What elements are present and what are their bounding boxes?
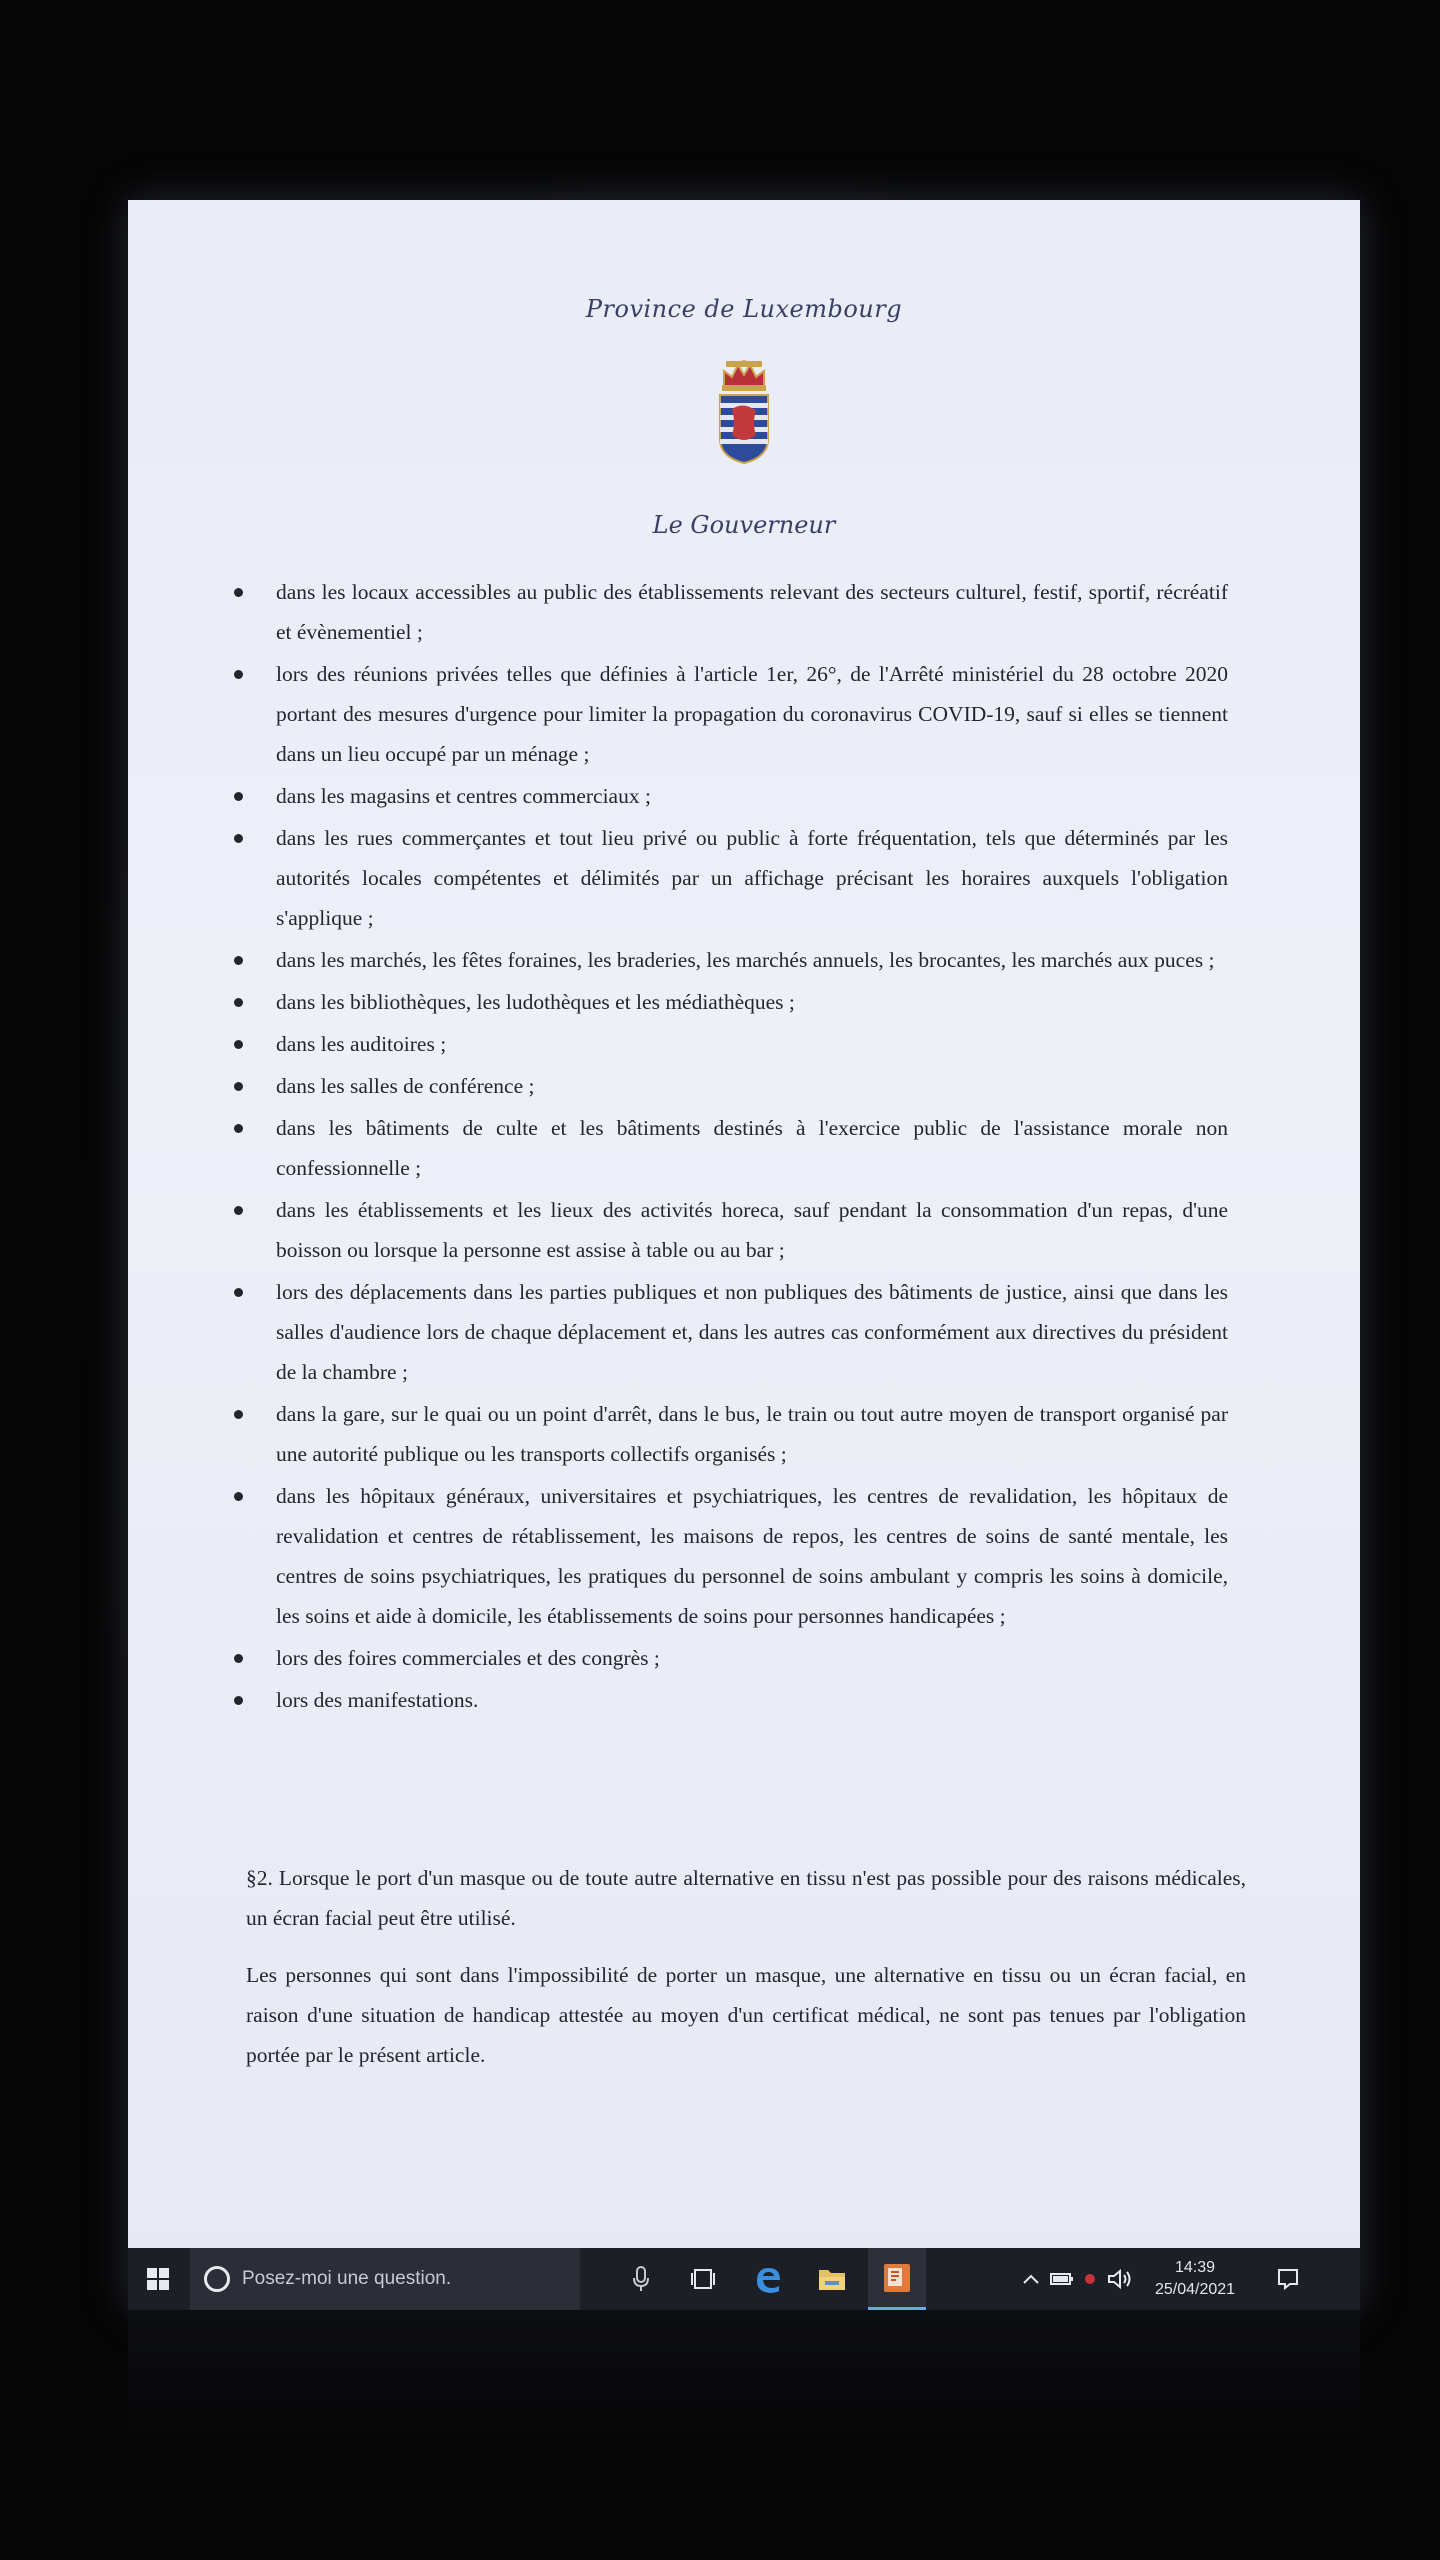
paragraph-face-shield: §2. Lorsque le port d'un masque ou de toute autre alternative en tissu n'est pas possible pour des raisons médicales, un écran facial peut être utilisé. — [246, 1866, 1246, 1930]
document-viewer[interactable] — [128, 200, 1360, 2248]
obligation-list — [228, 572, 1228, 1722]
show-hidden-icons-button[interactable] — [1016, 2248, 1046, 2310]
letterhead — [128, 295, 1360, 539]
pdf-app-icon — [882, 2262, 912, 2294]
bullet-icon — [234, 1206, 243, 1215]
volume-icon — [1107, 2268, 1133, 2290]
cortana-search-box[interactable] — [190, 2248, 580, 2310]
clock-date: 25/04/2021 — [1154, 2281, 1236, 2298]
list-item: dans la gare, sur le quai ou un point d'arrêt, dans le bus, le train ou tout autre moyen de transport organisé par une autorité publique ou les transports collectifs organisés ; — [228, 1394, 1228, 1474]
pdf-app-button[interactable] — [868, 2248, 926, 2310]
clock-time: 14:39 — [1174, 2259, 1216, 2276]
bullet-icon — [234, 588, 243, 597]
file-explorer-icon — [817, 2266, 847, 2292]
bullet-icon — [234, 834, 243, 843]
network-alert-button[interactable] — [1078, 2248, 1102, 2310]
bullet-icon — [234, 1492, 243, 1501]
list-item: dans les auditoires ; — [228, 1024, 1228, 1064]
list-item: lors des foires commerciales et des congrès ; — [228, 1638, 1228, 1678]
action-center-button[interactable] — [1258, 2248, 1318, 2310]
network-alert-icon — [1084, 2273, 1096, 2285]
microphone-button[interactable] — [618, 2248, 664, 2310]
bullet-icon — [234, 1410, 243, 1419]
windows-taskbar — [128, 2248, 1360, 2310]
letterhead-province: Province de Luxembourg — [585, 295, 903, 323]
list-item: lors des manifestations. — [228, 1680, 1228, 1720]
bullet-icon — [234, 1654, 243, 1663]
paragraph-handicap-exemption: Les personnes qui sont dans l'impossibilité de porter un masque, une alternative en tissu ou un écran facial, en raison d'une situation de handicap attestée au moyen d'un certificat médical, ne sont pas tenues par l'obligation portée par le présent article. — [246, 1963, 1246, 2067]
list-item: dans les bâtiments de culte et les bâtiments destinés à l'exercice public de l'assistance morale non confessionnelle ; — [228, 1108, 1228, 1188]
list-item: dans les établissements et les lieux des activités horeca, sauf pendant la consommation d'un repas, d'une boisson ou lorsque la personne est assise à table ou au bar ; — [228, 1190, 1228, 1270]
volume-button[interactable] — [1102, 2248, 1138, 2310]
list-item: dans les locaux accessibles au public des établissements relevant des secteurs culturel, festif, sportif, récréatif et évènementiel ; — [228, 572, 1228, 652]
letterhead-governor: Le Gouverneur — [652, 511, 836, 539]
chevron-up-icon — [1022, 2273, 1040, 2285]
monitor-screen — [128, 200, 1360, 2310]
battery-icon — [1050, 2272, 1074, 2286]
bullet-icon — [234, 998, 243, 1007]
bullet-icon — [234, 1288, 243, 1297]
task-view-button[interactable] — [678, 2248, 728, 2310]
bullet-icon — [234, 1082, 243, 1091]
list-item: lors des déplacements dans les parties publiques et non publiques des bâtiments de justice, ainsi que dans les salles d'audience lors de chaque déplacement et, dans les autres cas conformément aux directives du président de la chambre ; — [228, 1272, 1228, 1392]
system-clock[interactable] — [1140, 2248, 1250, 2310]
edge-browser-button[interactable] — [740, 2248, 796, 2310]
province-coat-of-arms-icon — [714, 357, 774, 467]
cortana-ring-icon — [204, 2266, 230, 2292]
bullet-icon — [234, 1040, 243, 1049]
bullet-icon — [234, 1124, 243, 1133]
windows-start-icon — [146, 2267, 170, 2291]
list-item: dans les marchés, les fêtes foraines, les braderies, les marchés annuels, les brocantes, les marchés aux puces ; — [228, 940, 1228, 980]
edge-browser-icon — [753, 2264, 783, 2294]
search-placeholder: Posez-moi une question. — [242, 2268, 452, 2289]
bullet-icon — [234, 1696, 243, 1705]
bullet-icon — [234, 956, 243, 965]
file-explorer-button[interactable] — [804, 2248, 860, 2310]
list-item: dans les hôpitaux généraux, universitaires et psychiatriques, les centres de revalidation, les hôpitaux de revalidation et centres de rétablissement, les maisons de repos, les centres de soins de santé mentale, les centres de soins psychiatriques, les pratiques du personnel de soins ambulant y compris les soins à domicile, les soins et aide à domicile, les établissements de soins pour personnes handicapées ; — [228, 1476, 1228, 1636]
list-item: dans les rues commerçantes et tout lieu privé ou public à forte fréquentation, tels que déterminés par les autorités locales compétentes et délimités par un affichage précisant les horaires auxquels l'obligation s'applique ; — [228, 818, 1228, 938]
list-item: dans les salles de conférence ; — [228, 1066, 1228, 1106]
start-button[interactable] — [128, 2248, 188, 2310]
bullet-icon — [234, 792, 243, 801]
task-view-icon — [690, 2267, 716, 2291]
microphone-icon — [632, 2266, 650, 2292]
battery-status-button[interactable] — [1046, 2248, 1078, 2310]
bullet-icon — [234, 670, 243, 679]
monitor-bezel-bottom — [128, 2310, 1360, 2460]
list-item: dans les bibliothèques, les ludothèques et les médiathèques ; — [228, 982, 1228, 1022]
list-item: lors des réunions privées telles que définies à l'article 1er, 26°, de l'Arrêté ministériel du 28 octobre 2020 portant des mesures d'urgence pour limiter la propagation du coronavirus COVID-19, sauf si elles se tiennent dans un lieu occupé par un ménage ; — [228, 654, 1228, 774]
notification-icon — [1276, 2267, 1300, 2291]
list-item: dans les magasins et centres commerciaux ; — [228, 776, 1228, 816]
